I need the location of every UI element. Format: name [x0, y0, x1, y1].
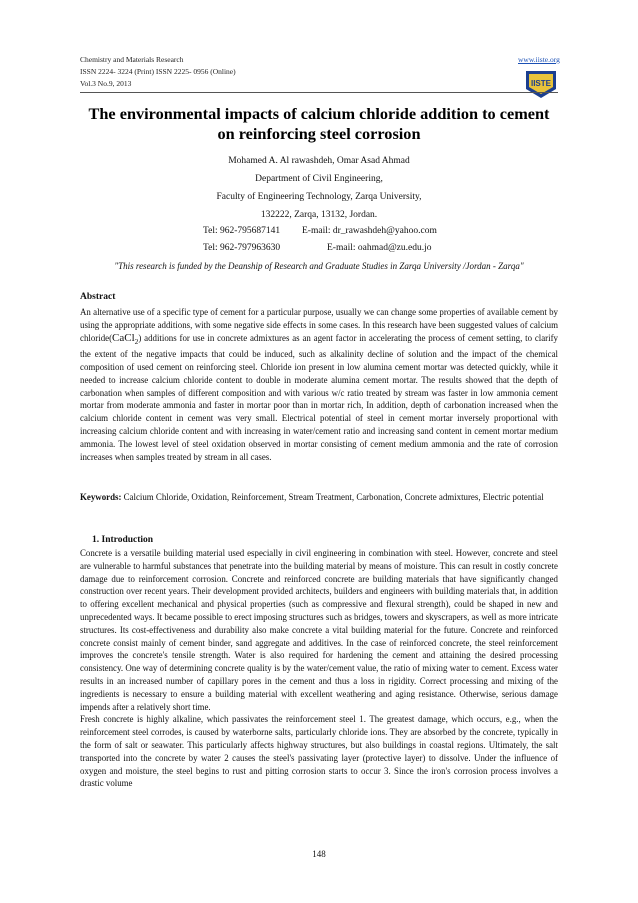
chemical-formula: CaCl [112, 331, 135, 344]
tel-1: Tel: 962-795687141 [203, 226, 281, 236]
keywords-list: Calcium Chloride, Oxidation, Reinforcement, Stream Treatment, Carbonation, Concrete admixtures, Electric potential [121, 492, 544, 502]
journal-name: Chemistry and Materials Research [80, 55, 184, 64]
logo-text: IISTE [530, 79, 552, 88]
abstract-text-start: An alternative use of a specific type of cement for a particular purpose, usually we can change some properties of available cement by using the appropriate additions, with some negative side effects in some cases. In this research have been suggested values of calcium chloride( [80, 307, 558, 343]
header-divider [80, 92, 558, 93]
faculty: Faculty of Engineering Technology, Zarqa University, [216, 192, 422, 202]
page-number: 148 [312, 849, 326, 859]
abstract-body [80, 306, 558, 463]
abstract-text-end: ) additions for use in concrete admixtures as an agent factor in accelerating the process of cement setting, to clarify the extent of the negative impacts that could be induced, such as alkalinity decline of solution and the impact of the chemical composition of used cement on reinforcing steel. Chloride ion present in low alumina cement mortar was detected quickly, while it needed to increase calcium chloride content to double in moderate alumina cement mortar. The results showed that the depth of carbonation when samples of different composition and with various w/c ratio treated by stream was faster in low ammonia cement mortar from moderate ammonia and faster in mortar poor than in mortar rich, In addition, depth of carbonation increased when the calcium chloride content in cement was very small. Electrical potential of steel in cement mortar inversely proportional with increasing calcium chloride content and with increasing in water/cement ratio and increasing sand content in cement mortar medium ammonia. The lowest level of steel oxidation observed in mortar consisting of cement medium ammonia and the rate of corrosion increases when samples treated by stream in all cases. [80, 332, 558, 462]
intro-paragraph-1: Concrete is a versatile building material used especially in civil engineering in combination with steel. However, concrete and steel are vulnerable to harmful substances that penetrate into the building material by means of moisture. This can result in costly concrete damage due to reinforcement corrosion. Concrete and reinforced concrete are building materials that have significantly changed construction over recent years. Their development provided architects, builders and engineers with building materials that, in addition to offering excellent mechanical and physical properties (such as compressive and flexural strength), could be shaped in new and unprecedented ways. It became possible to erect imposing structures such as bridges, towers and skyscrapers, as well as more intricate structures. Its cost-effectiveness and durability also make concrete a vital building material for the future. Concrete and reinforced concrete consist mainly of cement binder, sand aggregate and additives. In the case of reinforced concrete, the steel reinforcement improves the concrete's tensile strength. Water is also required for hardening the cement and attaining the desired processing consistency. One way of determining concrete quality is by the water/cement value, the ratio of mixing water to cement. Excess water results in an increased number of capillary pores in the cement and thus a loss in rigidity. Correct processing and mixing of the ingredients is necessary to ensure a building material with excellent weathering and aging resistance. Otherwise, serious damage impends after a relatively short time. [80, 548, 558, 712]
funding-note: "This research is funded by the Deanship of Research and Graduate Studies in Zarqa University /Jordan - Zarqa" [114, 261, 524, 271]
keywords-label: Keywords: [80, 492, 122, 502]
paper-title [70, 104, 568, 143]
title-line-2: on reinforcing steel corrosion [217, 123, 421, 143]
volume-line: Vol.3 No.9, 2013 [80, 79, 132, 88]
email-2: E-mail: oahmad@zu.edu.jo [327, 243, 432, 253]
address: 132222, Zarqa, 13132, Jordan. [260, 210, 378, 220]
issn-line: ISSN 2224- 3224 (Print) ISSN 2225- 0956 (Online) [80, 67, 236, 76]
department: Department of Civil Engineering, [255, 174, 383, 184]
keywords-block [80, 491, 558, 504]
chemical-subscript: 2 [134, 336, 139, 346]
introduction-body [80, 547, 558, 790]
section-heading-introduction: 1. Introduction [92, 535, 154, 545]
tel-2: Tel: 962-797963630 [203, 243, 281, 253]
authors: Mohamed A. Al rawashdeh, Omar Asad Ahmad [228, 156, 410, 166]
iiste-logo [524, 67, 558, 101]
email-1: E-mail: dr_rawashdeh@yahoo.com [302, 226, 437, 236]
intro-paragraph-2: Fresh concrete is highly alkaline, which passivates the reinforcement steel 1. The greatest damage, which occurs, e.g., when the reinforcement steel corrodes, is caused by waterborne salts, particularly chloride ions. They are absorbed by the concrete, typically in the form of salt or seawater. This particularly affects highway structures, but also buildings in coastal regions. Ultimately, the salt transported into the concrete by water 2 causes the steel's passivating layer (protective layer) to dissolve. Under the influence of oxygen and moisture, the steel begins to rust and pitting corrosion starts to occur 3. Since the iron's corrosion process involves a drastic volume [80, 714, 558, 789]
title-line-1: The environmental impacts of calcium chloride addition to cement [88, 104, 550, 123]
abstract-heading: Abstract [80, 292, 116, 302]
journal-url-link[interactable]: www.iiste.org [518, 55, 560, 64]
